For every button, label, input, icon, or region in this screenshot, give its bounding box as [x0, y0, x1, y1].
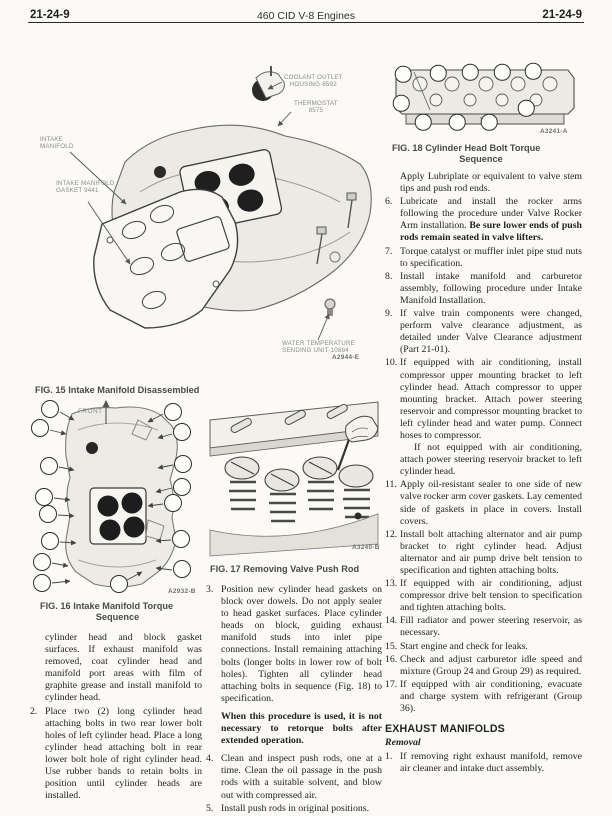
header-rule [28, 22, 584, 23]
torque-sequence-number [164, 494, 182, 512]
torque-sequence-number [481, 114, 498, 131]
procedure-step: 2. Place two (2) long cylinder head attaching bolts in two rear lower bolt holes of left cylinder head. Place a long cylinder head attaching bolt in rear lower bolt hole of right cylinder head. Use rubber bands to retain bolts in position until cylinder heads are installed. [30, 705, 202, 802]
fig15-illustration [30, 52, 382, 386]
fig17-line-art [206, 398, 382, 558]
front-direction-label: FRONT [78, 408, 103, 415]
torque-sequence-number [39, 505, 57, 523]
torque-sequence-number [395, 66, 412, 83]
removal-steps [385, 751, 582, 775]
torque-sequence-number [462, 64, 479, 81]
fig17-caption: FIG. 17 Removing Valve Push Rod [210, 564, 360, 574]
procedure-step: 17. If equipped with air conditioning, evacuate and charge system with refrigerant (Group 36). [385, 678, 582, 715]
procedure-step: 11. Apply oil-resistant sealer to one side of new valve rocker arm cover gaskets. Lay cemented side of gaskets in place in covers. Install covers. [385, 479, 582, 527]
fig16-art-code: A2932-B [168, 588, 196, 595]
fig16-torque-sequence-numbers [30, 400, 202, 598]
callout-intake-manifold: INTAKE MANIFOLD [40, 136, 74, 151]
torque-sequence-number [173, 423, 191, 441]
torque-sequence-number [173, 560, 191, 578]
bold-note-paragraph: When this procedure is used, it is not necessary to retorque bolts after extended operation. [221, 710, 382, 747]
torque-sequence-number [33, 574, 51, 592]
fig16-illustration [30, 400, 202, 598]
fig18-art-code: A3241-A [540, 128, 568, 135]
procedure-step: 7. Torque catalyst or muffler inlet pipe stud nuts to specification. [385, 245, 582, 269]
procedure-step: 3. Position new cylinder head gaskets on block over dowels. Do not apply sealer to head gasket surfaces. Place cylinder heads on block, guiding exhaust manifold studs into inlet pipe connections. Install remaining attaching bolts (longer bolts in lower row of bolt holes). Tighten all cylinder head attaching bolts in sequence (Fig. 18) to specification. [206, 584, 382, 704]
right-column-steps [385, 196, 582, 715]
torque-sequence-number [40, 457, 58, 475]
torque-sequence-number [415, 114, 432, 131]
torque-sequence-number [110, 575, 128, 593]
callout-coolant-outlet-housing: COOLANT OUTLET HOUSING-8592 [284, 74, 343, 89]
torque-sequence-number [41, 532, 59, 550]
procedure-step: 9. If valve train components were changed, perform valve clearance adjustment, as detailed under Valve Clearance adjustment (Part 21-01). [385, 308, 582, 356]
page-number-left: 21-24-9 [30, 9, 70, 21]
procedure-step: 12. Install bolt attaching alternator and air pump bracket to right cylinder head. Adjust alternator and air pump drive belt tension to specification and tighten attaching bolts. [385, 528, 582, 576]
torque-sequence-number [174, 455, 192, 473]
procedure-step: 6. Lubricate and install the rocker arms following the procedure under Valve Rocker Arm installation. Be sure lower ends of push rods remain seated in valve lifters. [385, 196, 582, 244]
procedure-step: 8. Install intake manifold and carburetor assembly, following procedure under Intake Manifold Installation. [385, 270, 582, 306]
center-column-text [206, 584, 382, 816]
fig17-illustration [206, 398, 382, 558]
continuation-paragraph: cylinder head and block gasket surfaces. If exhaust manifold was removed, coat cylinder head and manifold port areas with film of graphite grease and install manifold to cylinder head. [45, 632, 202, 704]
left-column-steps [30, 706, 202, 803]
torque-sequence-number [430, 65, 447, 82]
procedure-step: 4. Clean and inspect push rods, one at a time. Clean the oil passage in the push rods with a suitable solvent, and blow out with compressed air. [206, 753, 382, 801]
torque-sequence-number [172, 530, 190, 548]
torque-sequence-number [494, 64, 511, 81]
torque-sequence-number [33, 553, 51, 571]
torque-sequence-number [393, 95, 410, 112]
fig17-art-code: A3240-B [352, 544, 380, 551]
torque-sequence-number [31, 419, 49, 437]
torque-sequence-number [173, 478, 191, 496]
torque-sequence-number [164, 403, 182, 421]
fig16-caption: FIG. 16 Intake Manifold Torque Sequence [40, 601, 174, 622]
procedure-step: 1. If removing right exhaust manifold, remove air cleaner and intake duct assembly. [385, 751, 582, 775]
procedure-step: 5. Install push rods in original positions. [206, 802, 370, 814]
procedure-step: 16. Check and adjust carburetor idle speed and mixture (Group 24 and Group 29) as required. [385, 653, 582, 677]
fig18-caption: FIG. 18 Cylinder Head Bolt Torque Sequence [392, 143, 541, 164]
fig15-caption: FIG. 15 Intake Manifold Disassembled [35, 385, 200, 395]
section-heading-exhaust-manifolds: EXHAUST MANIFOLDS [385, 723, 505, 736]
page-number-right: 21-24-9 [542, 9, 582, 21]
procedure-step: 13. If equipped with air conditioning, adjust compressor drive belt tension to specification and tighten attaching bolts. [385, 578, 582, 614]
fig18-illustration [390, 60, 582, 140]
right-column-text [385, 171, 582, 777]
center-column-steps-2 [206, 753, 382, 814]
torque-sequence-number [35, 488, 53, 506]
left-column-text [30, 632, 202, 803]
torque-sequence-number [525, 63, 542, 80]
procedure-step: 10. If equipped with air conditioning, install compressor upper mounting bracket to left cylinder head. Attach compressor to upper mounting bracket. Attach power steering reservoir and compressor mounting bracket to left cylinder head and water pump. Connect hoses to compressor. If not equipped with air conditioning, attach power steering reservoir bracket to left cylinder head. [385, 357, 582, 478]
procedure-step: 15. Start engine and check for leaks. [385, 640, 528, 652]
subsection-heading-removal: Removal [385, 737, 421, 749]
fig15-art-code: A2944-E [332, 354, 360, 361]
callout-intake-manifold-gasket: INTAKE MANIFOLD GASKET 9441 [56, 180, 115, 195]
torque-sequence-number [449, 114, 466, 131]
torque-sequence-number [518, 100, 535, 117]
callout-thermostat: THERMOSTAT 8575 [294, 100, 338, 115]
callout-water-temp-sending-unit: WATER TEMPERATURE SENDING UNIT-10884 [282, 340, 355, 355]
continuation-paragraph: Apply Lubriplate or equivalent to valve stem tips and push rod ends. [400, 171, 582, 195]
center-column-steps [206, 584, 382, 705]
torque-sequence-number [41, 400, 59, 418]
procedure-step: 14. Fill radiator and power steering reservoir, as necessary. [385, 615, 582, 639]
page-title: 460 CID V-8 Engines [256, 10, 356, 22]
